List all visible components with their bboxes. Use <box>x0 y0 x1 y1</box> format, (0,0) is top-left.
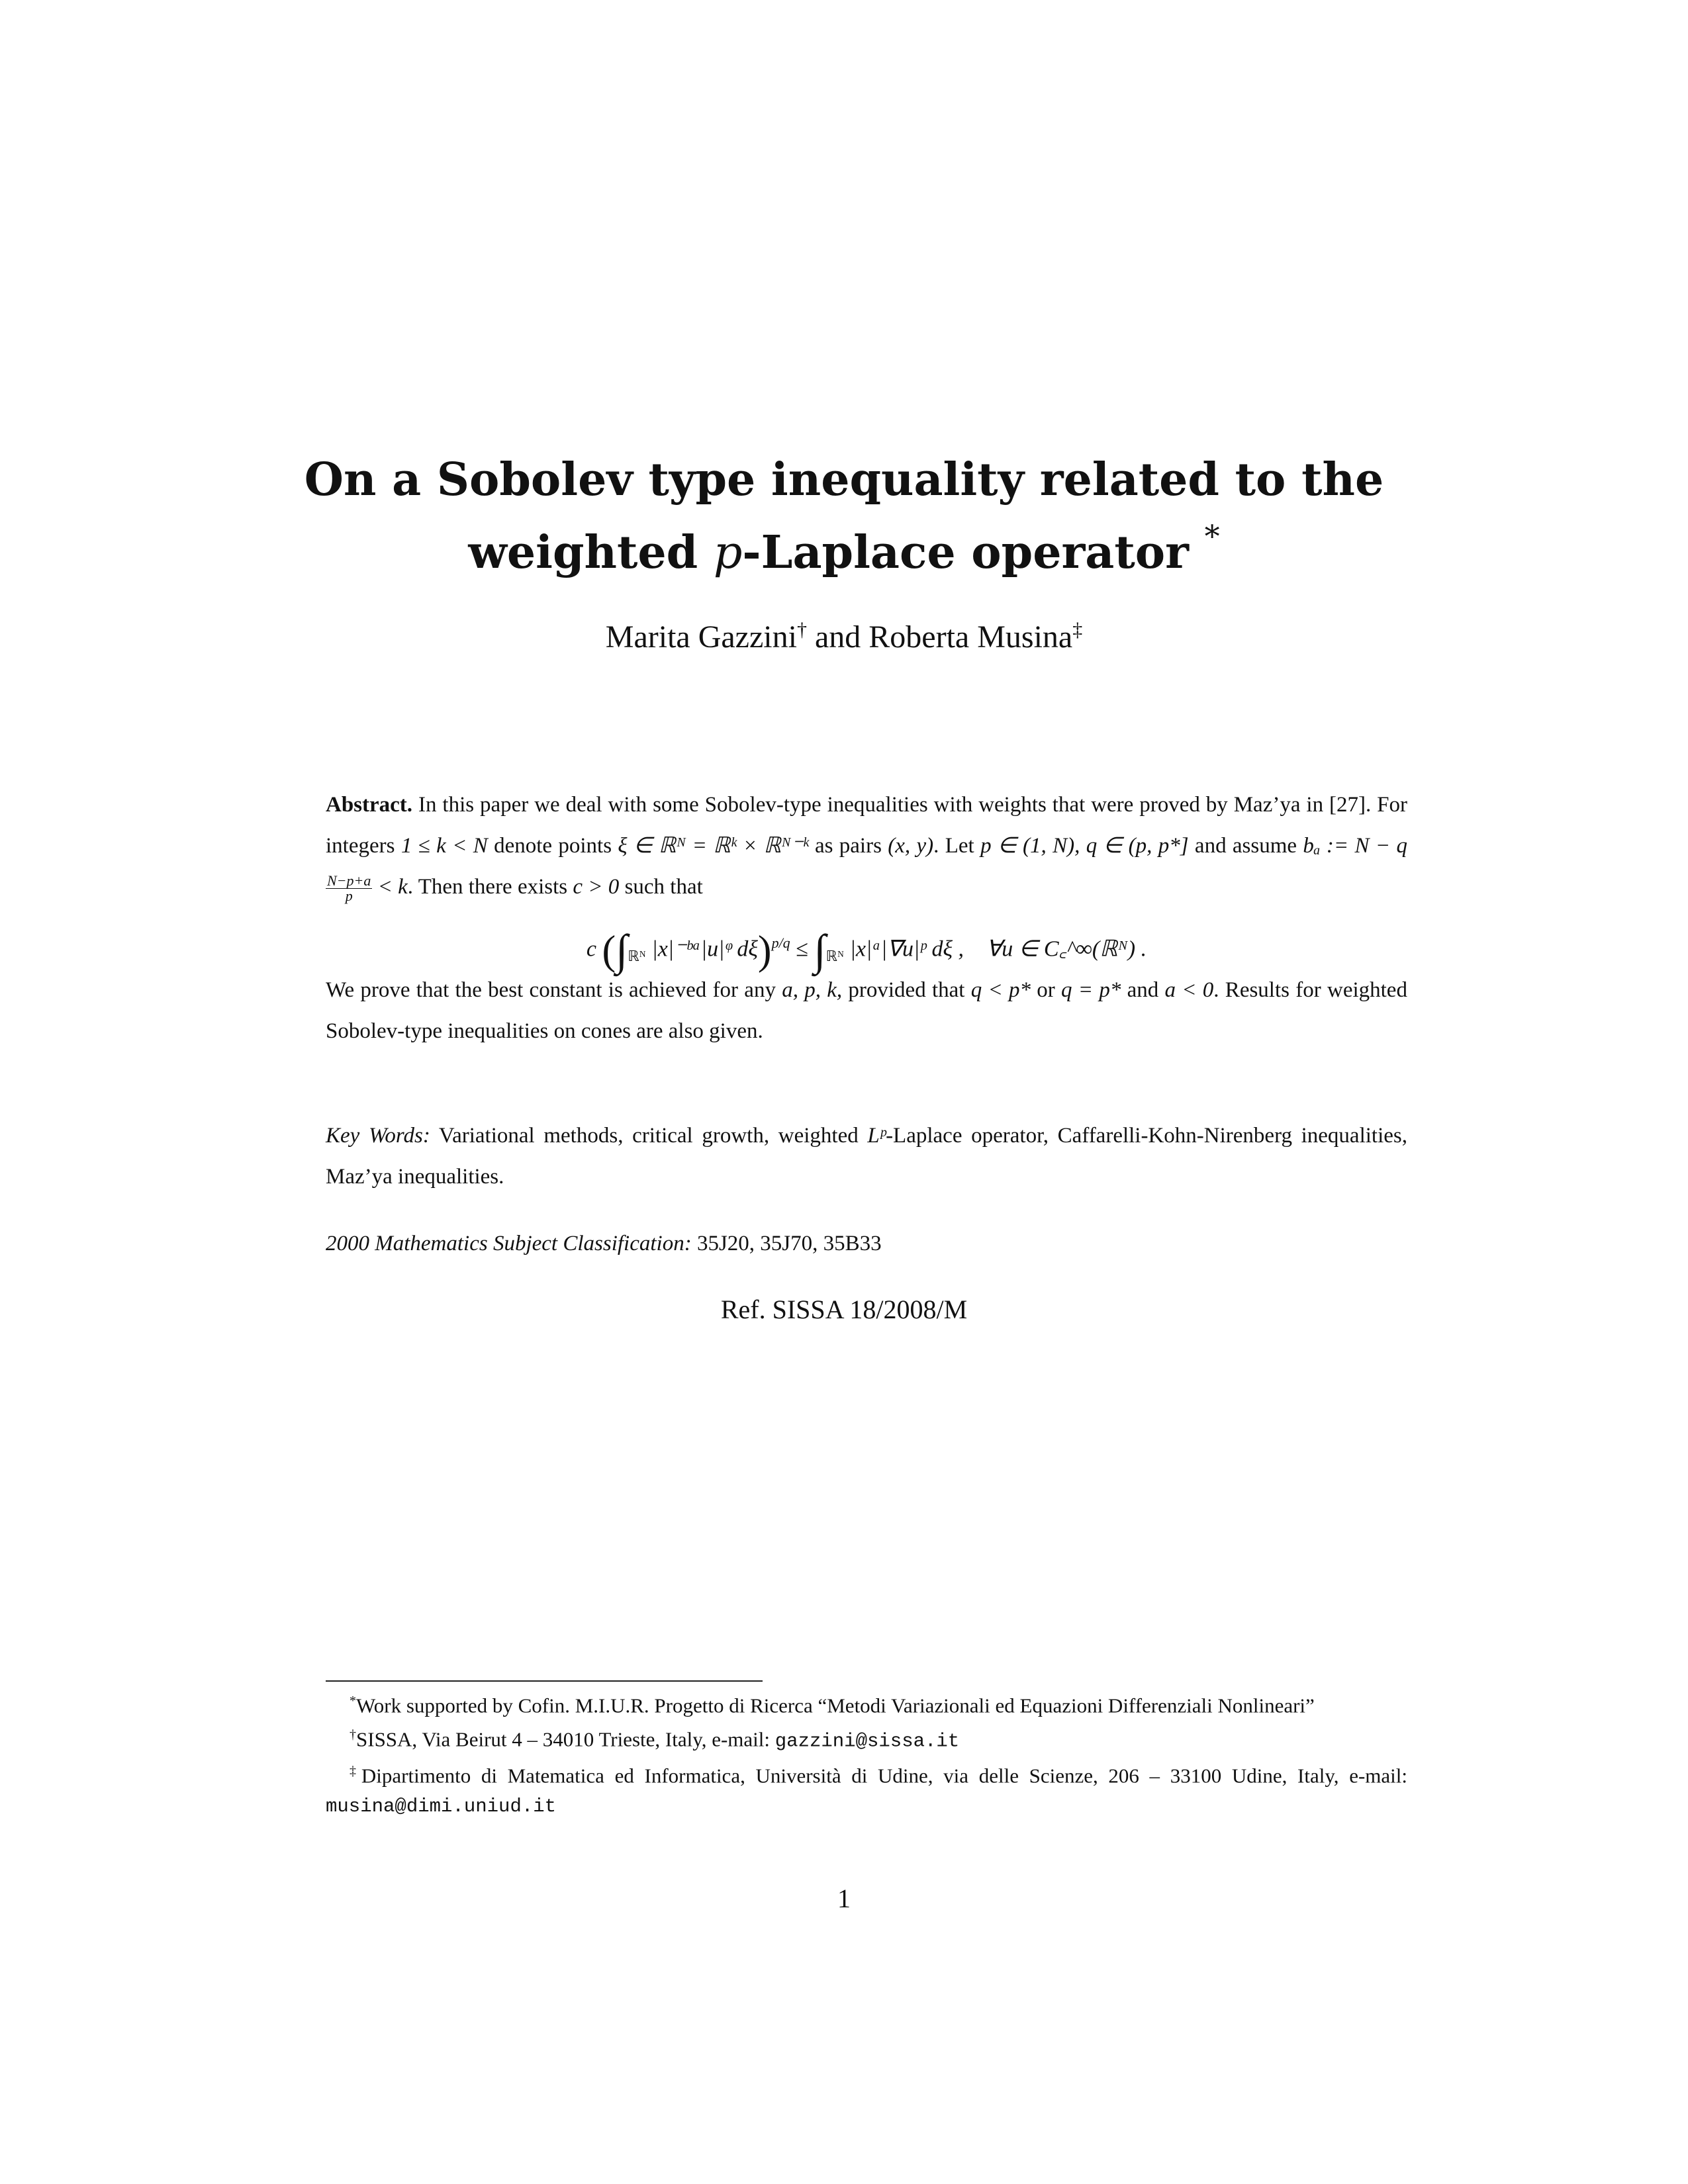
eq-integral-2: ∫ <box>814 926 826 975</box>
eq-forall: ∀u ∈ C꜀^∞(ℝᴺ) . <box>986 936 1147 962</box>
eq-power: p/q <box>771 934 790 951</box>
author-2-mark: ‡ <box>1072 619 1083 641</box>
author-2: Roberta Musina <box>868 619 1073 655</box>
title-math-p: p <box>713 527 743 579</box>
abstract-text-4: . Let <box>933 834 981 858</box>
abstract-math-8: c > 0 <box>573 875 620 899</box>
eq-domain-2: ℝᴺ <box>825 948 845 965</box>
footnote-2-text: SISSA, Via Beirut 4 – 34010 Trieste, Italy, e-mail: <box>356 1727 775 1751</box>
title-line-2 <box>0 516 1688 590</box>
fraction-denominator: p <box>345 887 353 904</box>
para2-math-3: q = p* <box>1061 978 1121 1002</box>
para2-math-2: q < p* <box>970 978 1031 1002</box>
eq-left-paren: ( <box>602 928 616 974</box>
key-words-text-2: -Laplace operator, Caffarelli-Kohn-Nirenberg inequalities, Maz’ya inequalities. <box>326 1124 1407 1189</box>
footnote-3-text: Dipartimento di Matematica ed Informatica, Università di Udine, via delle Scienze, 206 – 33100 Udine, Italy, e-mail: <box>361 1763 1408 1787</box>
footnote-3-email[interactable]: musina@dimi.uniud.it <box>326 1795 557 1817</box>
abstract-math-2: ξ ∈ ℝᴺ = ℝᵏ × ℝᴺ⁻ᵏ <box>618 834 809 858</box>
footnote-1 <box>326 1686 1407 1720</box>
footnote-2 <box>326 1720 1407 1756</box>
abstract <box>326 784 1407 907</box>
abstract-label: Abstract. <box>326 793 413 817</box>
abstract-math-3: (x, y) <box>888 834 934 858</box>
footnote-2-mark: † <box>350 1727 356 1743</box>
para2-text-3: or <box>1031 978 1062 1002</box>
para2-math-1: a, p, k, <box>782 978 843 1002</box>
key-words-text-1: Variational methods, critical growth, weighted <box>430 1124 868 1148</box>
abstract-math-1: 1 ≤ k < N <box>400 834 488 858</box>
abstract-text-6: . Then there exists <box>407 875 573 899</box>
abstract-text-1: In this paper we deal with some Sobolev-type inequalities with weights that were proved by Maz’ya in [27]. For integers <box>326 793 1407 858</box>
footnote-rule <box>326 1680 763 1682</box>
eq-integrand-2: |x|ᵃ|∇u|ᵖ dξ , <box>849 936 964 962</box>
para2-text-4: and <box>1121 978 1165 1002</box>
abstract-fraction <box>326 874 372 903</box>
title-line-2-pre: weighted <box>468 526 714 579</box>
author-1: Marita Gazzini <box>605 619 797 655</box>
eq-constant: c <box>586 936 596 962</box>
eq-integrand-1: |x|⁻ᵇᵃ|u|ᵠ dξ <box>651 936 758 962</box>
footnote-3-mark: ‡ <box>350 1763 361 1778</box>
para2-text-2: provided that <box>842 978 971 1002</box>
footnotes <box>326 1686 1407 1821</box>
abstract-math-5: q ∈ (p, p*] <box>1086 834 1189 858</box>
title-line-2-post: -Laplace operator <box>742 526 1205 579</box>
title-footnote-mark: * <box>1204 518 1220 554</box>
author-connector: and <box>806 619 869 655</box>
para2-text-5: . Results for weighted Sobolev-type inequalities on cones are also given. <box>326 978 1407 1043</box>
eq-integral-1: ∫ <box>616 926 628 975</box>
footnote-3 <box>326 1756 1407 1821</box>
paper-title <box>0 443 1688 590</box>
abstract-math-4: p ∈ (1, N), <box>980 834 1080 858</box>
msc-label: 2000 Mathematics Subject Classification: <box>326 1232 692 1255</box>
eq-leq: ≤ <box>796 936 808 962</box>
key-words-label: Key Words: <box>326 1124 430 1148</box>
author-1-mark: † <box>796 619 807 641</box>
eq-domain-1: ℝᴺ <box>628 948 646 965</box>
subject-classification <box>326 1223 1407 1264</box>
page-number: 1 <box>837 1884 851 1913</box>
footnote-1-text: Work supported by Cofin. M.I.U.R. Progetto di Ricerca “Metodi Variazionali ed Equazioni Differenziali Nonlineari” <box>356 1694 1315 1717</box>
para2-text-1: We prove that the best constant is achieved for any <box>326 978 782 1002</box>
abstract-text-2: denote points <box>487 834 618 858</box>
fraction-numerator: N−p+a <box>327 872 371 889</box>
display-equation <box>326 907 1407 979</box>
key-words <box>326 1115 1407 1197</box>
footnote-2-email[interactable]: gazzini@sissa.it <box>774 1730 960 1752</box>
abstract-text-3: as pairs <box>808 834 888 858</box>
abstract-text-7: such that <box>619 875 703 899</box>
title-line-1: On a Sobolev type inequality related to the <box>304 453 1384 506</box>
key-words-math: Lᵖ <box>867 1124 886 1148</box>
reference-number: Ref. SISSA 18/2008/M <box>720 1295 968 1324</box>
abstract-math-7: < k <box>377 875 408 899</box>
abstract-conclusion <box>326 970 1407 1052</box>
para2-math-4: a < 0 <box>1164 978 1214 1002</box>
abstract-text-5: and assume <box>1188 834 1303 858</box>
authors <box>0 619 1688 655</box>
abstract-math-6: bₐ := N − q <box>1303 834 1407 858</box>
eq-right-paren: ) <box>757 928 772 974</box>
footnote-1-mark: * <box>350 1694 356 1708</box>
msc-value: 35J20, 35J70, 35B33 <box>691 1232 882 1255</box>
